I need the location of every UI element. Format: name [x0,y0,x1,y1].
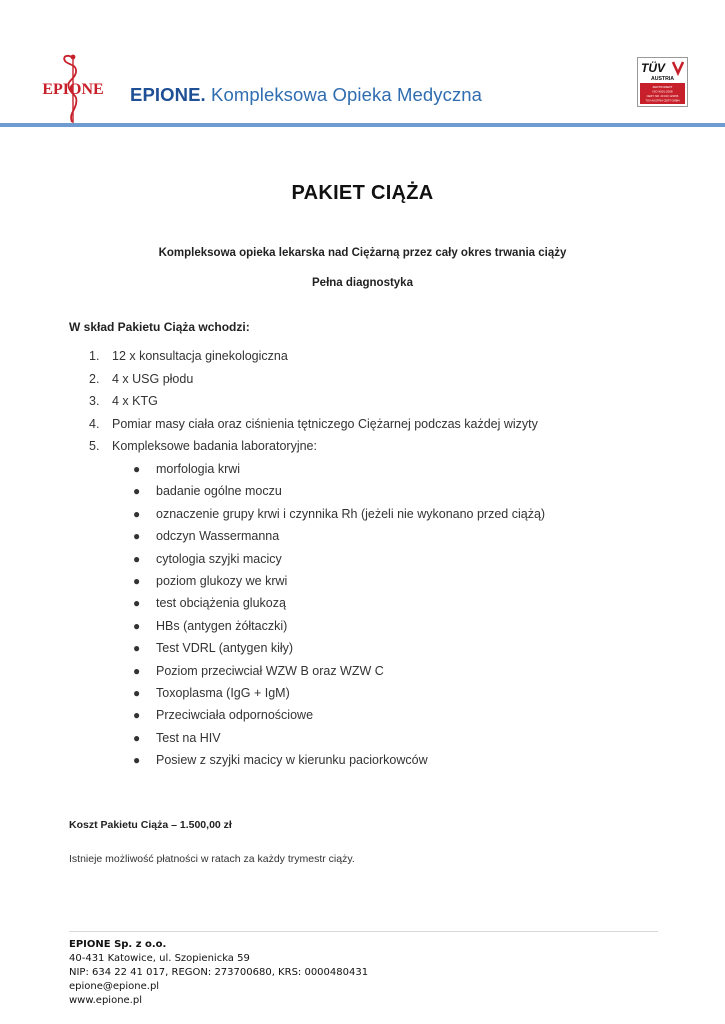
brand-heading [130,84,482,106]
bullet-icon: ● [133,708,141,723]
lab-test-text: odczyn Wassermanna [156,529,280,544]
bullet-icon: ● [133,685,141,700]
bullet-icon: ● [133,596,141,611]
item-number: 1. [89,349,100,363]
item-text: Pomiar masy ciała oraz ciśnienia tętniczego Ciężarnej podczas każdej wizyty [112,416,538,431]
list-item [0,345,725,368]
bullet-icon: ● [133,753,141,768]
list-item [0,749,725,771]
footer-registry: NIP: 634 22 41 017, REGON: 273700680, KRS: 0000480431 [69,967,369,978]
bullet-icon: ● [133,663,141,678]
list-item [0,727,725,749]
bullet-icon: ● [133,462,141,476]
item-number: 4. [89,416,100,431]
list-item [0,435,725,458]
lab-test-text: cytologia szyjki macicy [156,551,282,566]
svg-text:ZERTIFIZIERT: ZERTIFIZIERT [652,85,673,89]
svg-text:EPIONE: EPIONE [42,81,104,98]
list-item [0,637,725,659]
list-item [0,548,725,570]
list-item [0,570,725,592]
caduceus-logo-icon [32,52,114,126]
svg-text:ISO 9001:2008: ISO 9001:2008 [652,89,673,94]
lab-test-text: Posiew z szyjki macicy w kierunku paciorkowców [156,753,428,768]
package-cost: Koszt Pakietu Ciąża – 1.500,00 zł [69,819,232,831]
epione-logo [32,52,114,126]
footer-company: EPIONE Sp. z o.o. [69,939,167,950]
svg-text:TÜV AUSTRIA CERT GMBH: TÜV AUSTRIA CERT GMBH [645,99,680,103]
footer-website: www.epione.pl [69,995,142,1006]
letterhead [0,0,725,130]
list-item [0,368,725,391]
list-item [0,704,725,726]
list-item [0,615,725,637]
item-number: 2. [89,371,100,386]
tuv-certificate-badge [637,57,688,107]
list-item [0,682,725,704]
footer-email: epione@epione.pl [69,981,160,992]
lab-test-text: Test na HIV [156,730,221,745]
document-subtitle: Kompleksowa opieka lekarska nad Ciężarną przez cały okres trwania ciąży [158,247,567,259]
document-title: PAKIET CIĄŻA [291,182,434,204]
footer [69,938,368,1008]
lab-test-text: morfologia krwi [156,462,241,476]
lab-test-text: Toxoplasma (IgG + IgM) [156,685,290,700]
lab-test-text: Poziom przeciwciał WZW B oraz WZW C [156,663,384,678]
svg-text:TÜV: TÜV [641,61,665,75]
bullet-icon: ● [133,551,141,566]
list-item [0,480,725,502]
list-item [0,503,725,525]
list-item [0,413,725,436]
bullet-icon: ● [133,529,141,544]
list-item [0,390,725,413]
lab-test-text: HBs (antygen żółtaczki) [156,618,288,633]
item-text: 12 x konsultacja ginekologiczna [112,349,288,363]
bullet-icon: ● [133,506,141,521]
lab-test-text: Przeciwciała odpornościowe [156,708,314,723]
footer-address: 40-431 Katowice, ul. Szopienicka 59 [69,953,250,964]
item-text: 4 x KTG [112,394,158,408]
item-text: 4 x USG płodu [112,371,194,386]
lab-tests-list [0,458,725,771]
list-item [0,525,725,547]
bullet-icon: ● [133,573,141,588]
item-text: Kompleksowe badania laboratoryjne: [112,439,317,453]
lab-test-text: poziom glukozy we krwi [156,573,288,588]
lab-test-text: Test VDRL (antygen kiły) [156,641,294,656]
item-number: 5. [89,439,100,453]
brand-name: EPIONE. [130,84,206,105]
bullet-icon: ● [133,730,141,745]
package-intro: W skład Pakietu Ciąża wchodzi: [69,320,250,334]
list-item [0,458,725,480]
svg-text:AUSTRIA: AUSTRIA [650,76,675,82]
document-subtitle-diagnostics: Pełna diagnostyka [312,277,413,289]
payment-note: Istnieje możliwość płatności w ratach za każdy trymestr ciąży. [69,853,355,865]
package-items-list [0,345,725,458]
brand-tagline: Kompleksowa Opieka Medyczna [211,84,483,105]
svg-text:CERT. NR. 20 100 123456: CERT. NR. 20 100 123456 [646,95,679,98]
lab-test-text: badanie ogólne moczu [156,484,282,499]
lab-test-text: oznaczenie grupy krwi i czynnika Rh (jeżeli nie wykonano przed ciążą) [156,506,546,521]
bullet-icon: ● [133,618,141,633]
bullet-icon: ● [133,484,141,499]
footer-divider [69,931,658,932]
header-divider [0,123,725,127]
lab-test-text: test obciążenia glukozą [156,596,286,611]
list-item [0,592,725,614]
item-number: 3. [89,394,100,408]
list-item [0,660,725,682]
bullet-icon: ● [133,641,141,656]
